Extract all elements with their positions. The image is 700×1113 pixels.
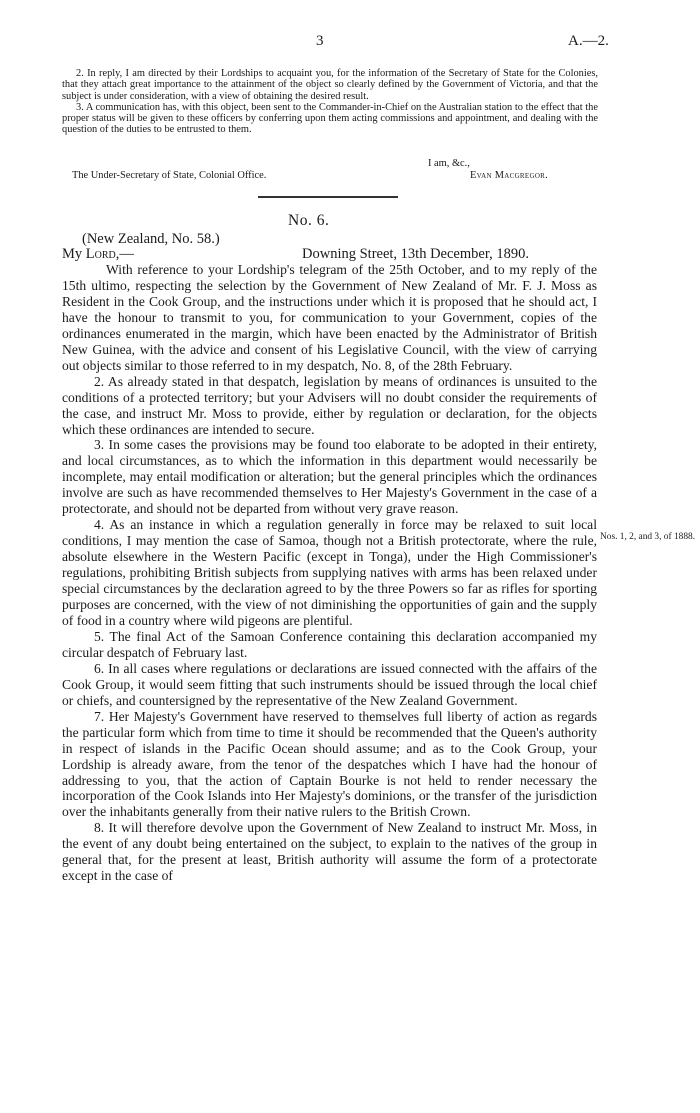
despatch-paragraph: 8. It will therefore devolve upon the Government of New Zealand to instruct Mr. Moss, in the event of any doubt being entertained on the subject, to explain to the natives of the group in general that, for the present at least, British authority will assume the form of a protectorate except in the case of [62,820,597,884]
section-divider [258,196,398,198]
prior-letter-body [62,68,598,136]
salutation-prefix: My [62,246,83,262]
despatch-paragraph: 2. As already stated in that despatch, legislation by means of ordinances is unsuited to the conditions of a protected territory; but your Advisers will no doubt consider the requirements of the case, and instruct Mr. Moss to provide, either by regulation or declaration, for the objects which these ordinances are intended to secure. [62,373,597,437]
salutation-suffix: ,— [115,246,134,262]
despatch-paragraph: 4. As an instance in which a regulation generally in force may be relaxed to suit local conditions, I may mention the case of Samoa, though not a British protectorate, where the rule, absolute elsewhere in the Western Pacific (except in Tonga), under the High Commissioner's regulations, prohibiting British subjects from supplying natives with arms has been relaxed under special circumstances by the declaration agreed to by the three Powers so far as rifles for sporting purposes are concerned, with the view of not diminishing the opportunities of gain and the supply of food in a country where wild pigeons are plentiful. [62,517,597,628]
margin-note: Nos. 1, 2, and 3, of 1888. [600,532,696,542]
despatch-paragraph: 3. In some cases the provisions may be found too elaborate to be adopted in their entirety, and local circumstances, as to which the information in this department would necessarily be incomplete, may entail modification or alteration; but the general principles which the ordinances involve are such as have recommended themselves to Her Majesty's Government in the case of a protectorate, and should not be departed from without very grave reason. [62,437,597,517]
prior-letter-paragraph: 2. In reply, I am directed by their Lordships to acquaint you, for the information of the Secretary of State for the Colonies, that they attach great importance to the attainment of the object so clearly defined by the Government of Victoria, and that the subject is under consideration, with a view of obtaining the desired result. [62,68,598,102]
despatch-paragraph: 5. The final Act of the Samoan Conference containing this declaration accompanied my circular despatch of February last. [62,628,597,660]
document-reference: A.—2. [568,33,609,49]
page-number: 3 [316,33,324,49]
despatch-paragraph: With reference to your Lordship's telegram of the 25th October, and to my reply of the 15th ultimo, respecting the selection by the Government of New Zealand of Mr. F. J. Moss as Resident in the Cook Group, and the instructions under which it is proposed that he should act, I have the honour to transmit to you, for communication to your Government, copies of the ordinances enumerated in the margin, which have been enacted by the Administrator of British New Guinea, with the advice and consent of his Legislative Council, with the view of carrying out objects similar to those referred to in my despatch, No. 8, of the 28th February. [62,262,597,373]
letter-signature: Evan Macgregor. [470,170,549,181]
salutation-word: Lord [85,246,116,262]
despatch-source: (New Zealand, No. 58.) [82,231,220,247]
salutation [62,246,134,263]
letter-addressee: The Under-Secretary of State, Colonial Office. [72,170,267,181]
despatch-paragraph: 7. Her Majesty's Government have reserved to themselves full liberty of action as regards the particular form which from time to time it should be recommended that the Queen's authority in respect of islands in the Pacific Ocean should assume; and as to the Cook Group, your Lordship is already aware, from the tenor of the despatches which I have had the honour of addressing to you, that the action of Captain Bourke is not held to render necessary the incorporation of the Cook Islands into Her Majesty's dominions, or the transfer of the jurisdiction over the inhabitants generally from their native rulers to the British Crown. [62,708,597,820]
despatch-paragraph: 6. In all cases where regulations or declarations are issued connected with the affairs of the Cook Group, it would seem fitting that such instruments should be issued through the local chief or chiefs, and countersigned by the representative of the New Zealand Government. [62,660,597,708]
prior-letter-paragraph: 3. A communication has, with this object, been sent to the Commander-in-Chief on the Australian station to the effect that the proper status will be given to these officers by conferring upon them acting commissions and appointment, and dealing with the question of the duties to be entrusted to them. [62,101,598,136]
closing-formula: I am, &c., [428,158,470,169]
dateline: Downing Street, 13th December, 1890. [302,246,529,262]
despatch-number: No. 6. [288,212,330,229]
despatch-body [62,262,597,884]
